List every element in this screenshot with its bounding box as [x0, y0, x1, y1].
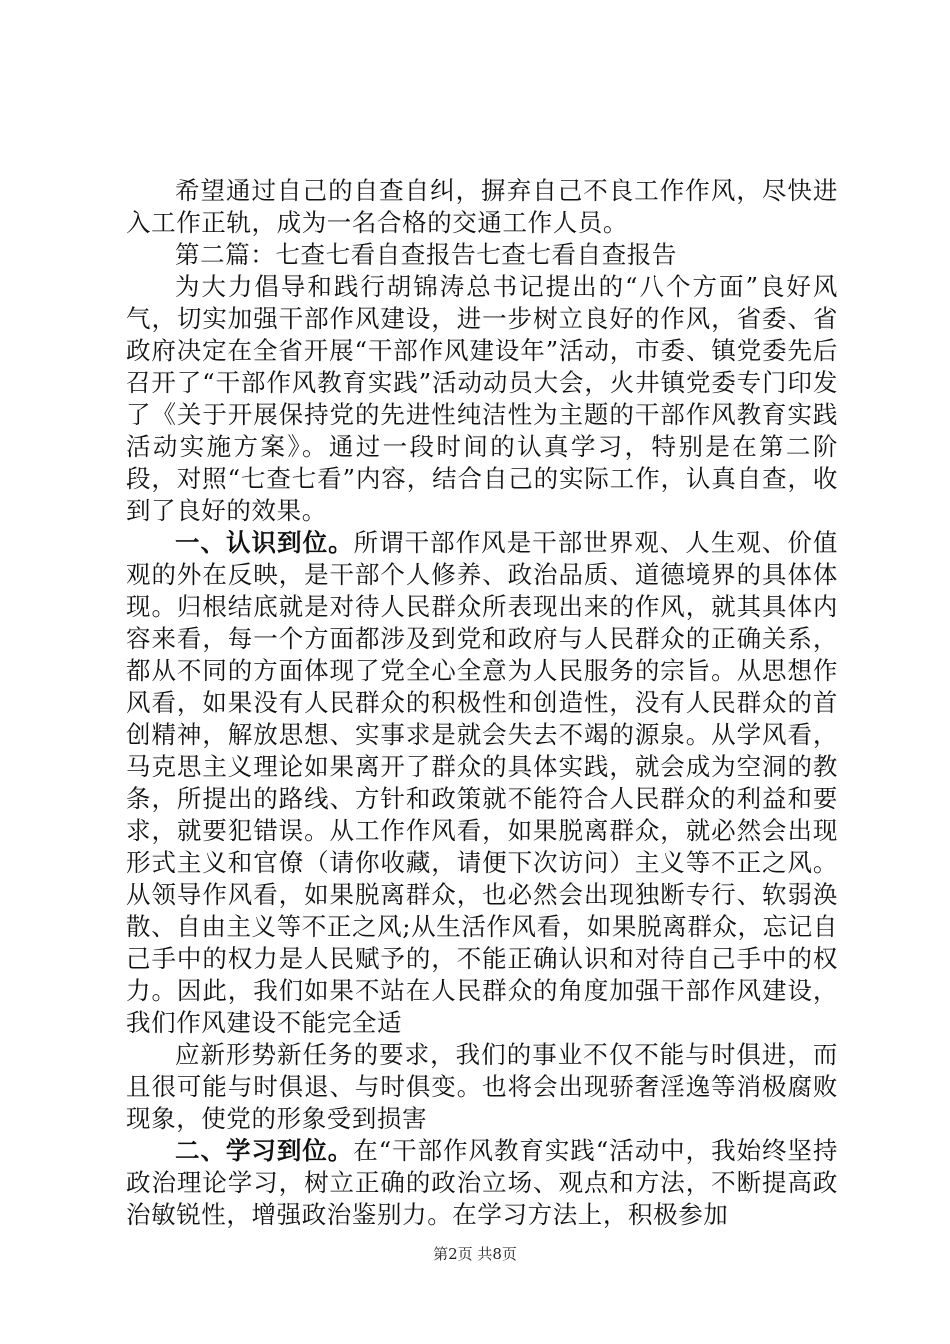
paragraph-1 — [126, 175, 838, 239]
section-heading-2 — [126, 239, 838, 271]
paragraph-text: 第二篇：七查七看自查报告七查七看自查报告 — [175, 240, 677, 269]
paragraph-lead-bold: 一、认识到位。 — [175, 528, 354, 557]
paragraph-text: 为大力倡导和践行胡锦涛总书记提出的“八个方面”良好风气，切实加强干部作风建设，进一步树立良好的作风，省委、省政府决定在全省开展“干部作风建设年”活动，市委、镇党委先后召开了“干部作风教育实践”活动动员大会，火井镇党委专门印发了《关于开展保持党的先进性纯洁性为主题的干部作风教育实践活动实施方案》。通过一段时间的认真学习，特别是在第二阶段，对照“七查七看”内容，结合自己的实际工作，认真自查，收到了良好的效果。 — [126, 272, 838, 525]
document-body — [126, 175, 838, 1231]
paragraph-text: 希望通过自己的自查自纠，摒弃自己不良工作作风，尽快进入工作正轨，成为一名合格的交通工作人员。 — [126, 176, 838, 237]
page-number-footer: 第2页 共8页 — [433, 1245, 517, 1263]
paragraph-text: 应新形势新任务的要求，我们的事业不仅不能与时俱进，而且很可能与时俱退、与时俱变。也将会出现骄奢淫逸等消极腐败现象，使党的形象受到损害 — [126, 1040, 838, 1133]
paragraph-text: 所谓干部作风是干部世界观、人生观、价值观的外在反映，是干部个人修养、政治品质、道德境界的具体体现。归根结底就是对待人民群众所表现出来的作风，就其具体内容来看，每一个方面都涉及到党和政府与人民群众的正确关系，都从不同的方面体现了党全心全意为人民服务的宗旨。从思想作风看，如果没有人民群众的积极性和创造性，没有人民群众的首创精神，解放思想、实事求是就会失去不竭的源泉。从学风看，马克思主义理论如果离开了群众的具体实践，就会成为空洞的教条，所提出的路线、方针和政策就不能符合人民群众的利益和要求，就要犯错误。从工作作风看，如果脱离群众，就必然会出现形式主义和官僚（请你收藏，请便下次访问）主义等不正之风。从领导作风看，如果脱离群众，也必然会出现独断专行、软弱涣散、自由主义等不正之风;从生活作风看，如果脱离群众，忘记自己手中的权力是人民赋予的，不能正确认识和对待自己手中的权力。因此，我们如果不站在人民群众的角度加强干部作风建设，我们作风建设不能完全适 — [126, 528, 838, 1037]
paragraph-3 — [126, 271, 838, 527]
paragraph-text: 在“干部作风教育实践“活动中，我始终坚持政治理论学习，树立正确的政治立场、观点和方法，不断提高政治敏锐性，增强政治鉴别力。在学习方法上，积极参加 — [126, 1136, 838, 1229]
paragraph-lead-bold: 二、学习到位。 — [175, 1136, 354, 1165]
paragraph-5 — [126, 1039, 838, 1135]
paragraph-4 — [126, 527, 838, 1039]
paragraph-6 — [126, 1135, 838, 1231]
